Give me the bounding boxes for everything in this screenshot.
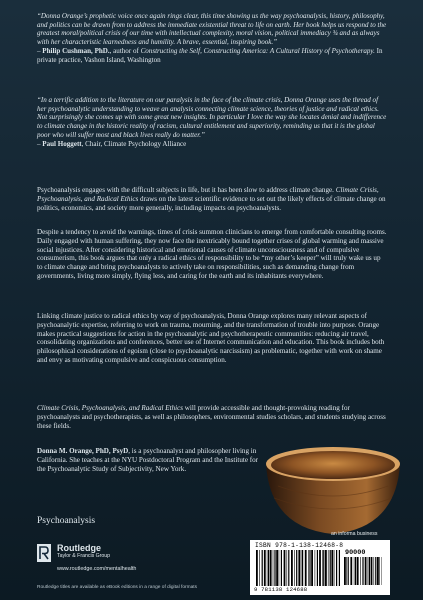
ean-barcode-bars — [256, 550, 340, 586]
book-title-inline: Climate Crisis, Psychoanalysis, and Radical Ethics — [37, 404, 184, 412]
endorser-book: Constructing the Self, Constructing America: A Cultural History of Psychotherapy. — [140, 46, 375, 55]
publisher-name: Routledge — [57, 543, 101, 553]
publisher-block — [57, 543, 110, 559]
publisher-tagline: Taylor & Francis Group — [57, 553, 111, 559]
isbn-barcode — [250, 540, 390, 595]
isbn-text: ISBN 978-1-138-12468-8 — [255, 542, 344, 549]
subject-category: Psychoanalysis — [37, 516, 96, 526]
description-paragraph-4: Climate Crisis, Psychoanalysis, and Radical Ethics will provide accessible and thought-provoking reading for psychoanalysts and psychotherapists, as well as philosophers, environmental studies scholars, and students studying across these fields. — [37, 404, 386, 430]
description-paragraph-1: Psychoanalysis engages with the difficult subjects in life, but it has been slow to address climate change. Climate Crisis, Psychoanalysis, and Radical Ethics draws on the latest scientific evidence to set out the likely effects of climate change on politics, economics, and society more generally, including impacts on psychoanalysts. — [37, 186, 386, 212]
barcode-digits: 9 781138 124688 — [254, 586, 308, 593]
author-bio: Donna M. Orange, PhD, PsyD, is a psychoanalyst and philosopher living in California. She teaches at the NYU Postdoctoral Program and the Institute for the Psychoanalytic Study of Subjectivity, New York. — [37, 447, 259, 473]
publisher-url[interactable]: www.routledge.com/mentalhealth — [57, 566, 137, 572]
routledge-logo-icon — [37, 544, 51, 562]
author-name: Donna M. Orange, PhD, PsyD — [37, 447, 129, 455]
wooden-bowl-photo — [258, 436, 408, 538]
book-title-inline: Climate Crisis, Psychoanalysis, and Radical Ethics — [37, 186, 379, 203]
endorsement-hoggett — [37, 96, 387, 148]
price-code: 90000 — [345, 549, 366, 557]
endorsement-attribution: – Philip Cushman, PhD., author of Constructing the Self, Constructing America: A Cultural History of Psychotherapy. In private practice, Vashon Island, Washington — [37, 46, 383, 64]
endorsement-attribution: – Paul Hoggett, Chair, Climate Psychology Alliance — [37, 139, 187, 148]
endorsement-text: “Donna Orange’s prophetic voice once again rings clear, this time showing us the way psychoanalysis, history, philosophy, and politics can be drawn from to address the immediate existential threat to life on earth. Her book helps us respond to the greatest moral/political crisis of our time with intellectual complexity, moral vision, political immediacy ¾ and as always with her characteristic learnedness and humility. A brave, essential, inspiring book.” — [37, 12, 387, 47]
endorser-name: Philip Cushman, PhD. — [42, 46, 110, 55]
ebook-footnote: Routledge titles are available as eBook editions in a range of digital formats — [37, 585, 197, 590]
price-barcode-bars — [344, 557, 382, 585]
endorser-name: Paul Hoggett — [42, 139, 82, 148]
endorsement-text: “In a terrific addition to the literature on our paralysis in the face of the climate crisis, Donna Orange uses the thread of her psychoanalytic understanding to weave an analysis connecting climate science, theories of justice and radical ethics. Not surprisingly she comes up with some great new insights. In particular I love the way she locates denial and indifference to climate change in the historic reality of racism, cultural entitlement and superiority, reminding us that it is the global poor who will suffer most and black lives really do matter.” — [37, 96, 387, 139]
endorsement-cushman — [37, 12, 387, 64]
informa-label: an informa business — [331, 531, 378, 537]
description-paragraph-2: Despite a tendency to avoid the warnings, times of crisis summon clinicians to emerge from comfortable consulting rooms. Daily engaged with human suffering, they now face the inextricably bound together crises of global warming and massive social injustices. After considering historical and emotional causes of climate unconsciousness and of compulsive consumerism, this book argues that only a radical ethics of responsibility to be “my other’s keeper” will truly wake us up to climate change and bring psychoanalysts to actively take on responsibilities, such as demanding change from governments, living more simply, flying less, and caring for the earth and its inhabitants everywhere. — [37, 228, 387, 280]
description-paragraph-3: Linking climate justice to radical ethics by way of psychoanalysis, Donna Orange explores many relevant aspects of psychoanalytic expertise, referring to work on trauma, mourning, and the transformation of trouble into purpose. Orange makes practical suggestions for action in the psychoanalytic and psychotherapeutic communities: reducing air travel, consolidating organizations and conferences, better use of Internet communication and education. This book includes both philosophical considerations of egoism (close to psychoanalytic narcissism) as problematic, together with work on shame and envy as motivating compulsive and conspicuous consumption. — [37, 312, 385, 364]
